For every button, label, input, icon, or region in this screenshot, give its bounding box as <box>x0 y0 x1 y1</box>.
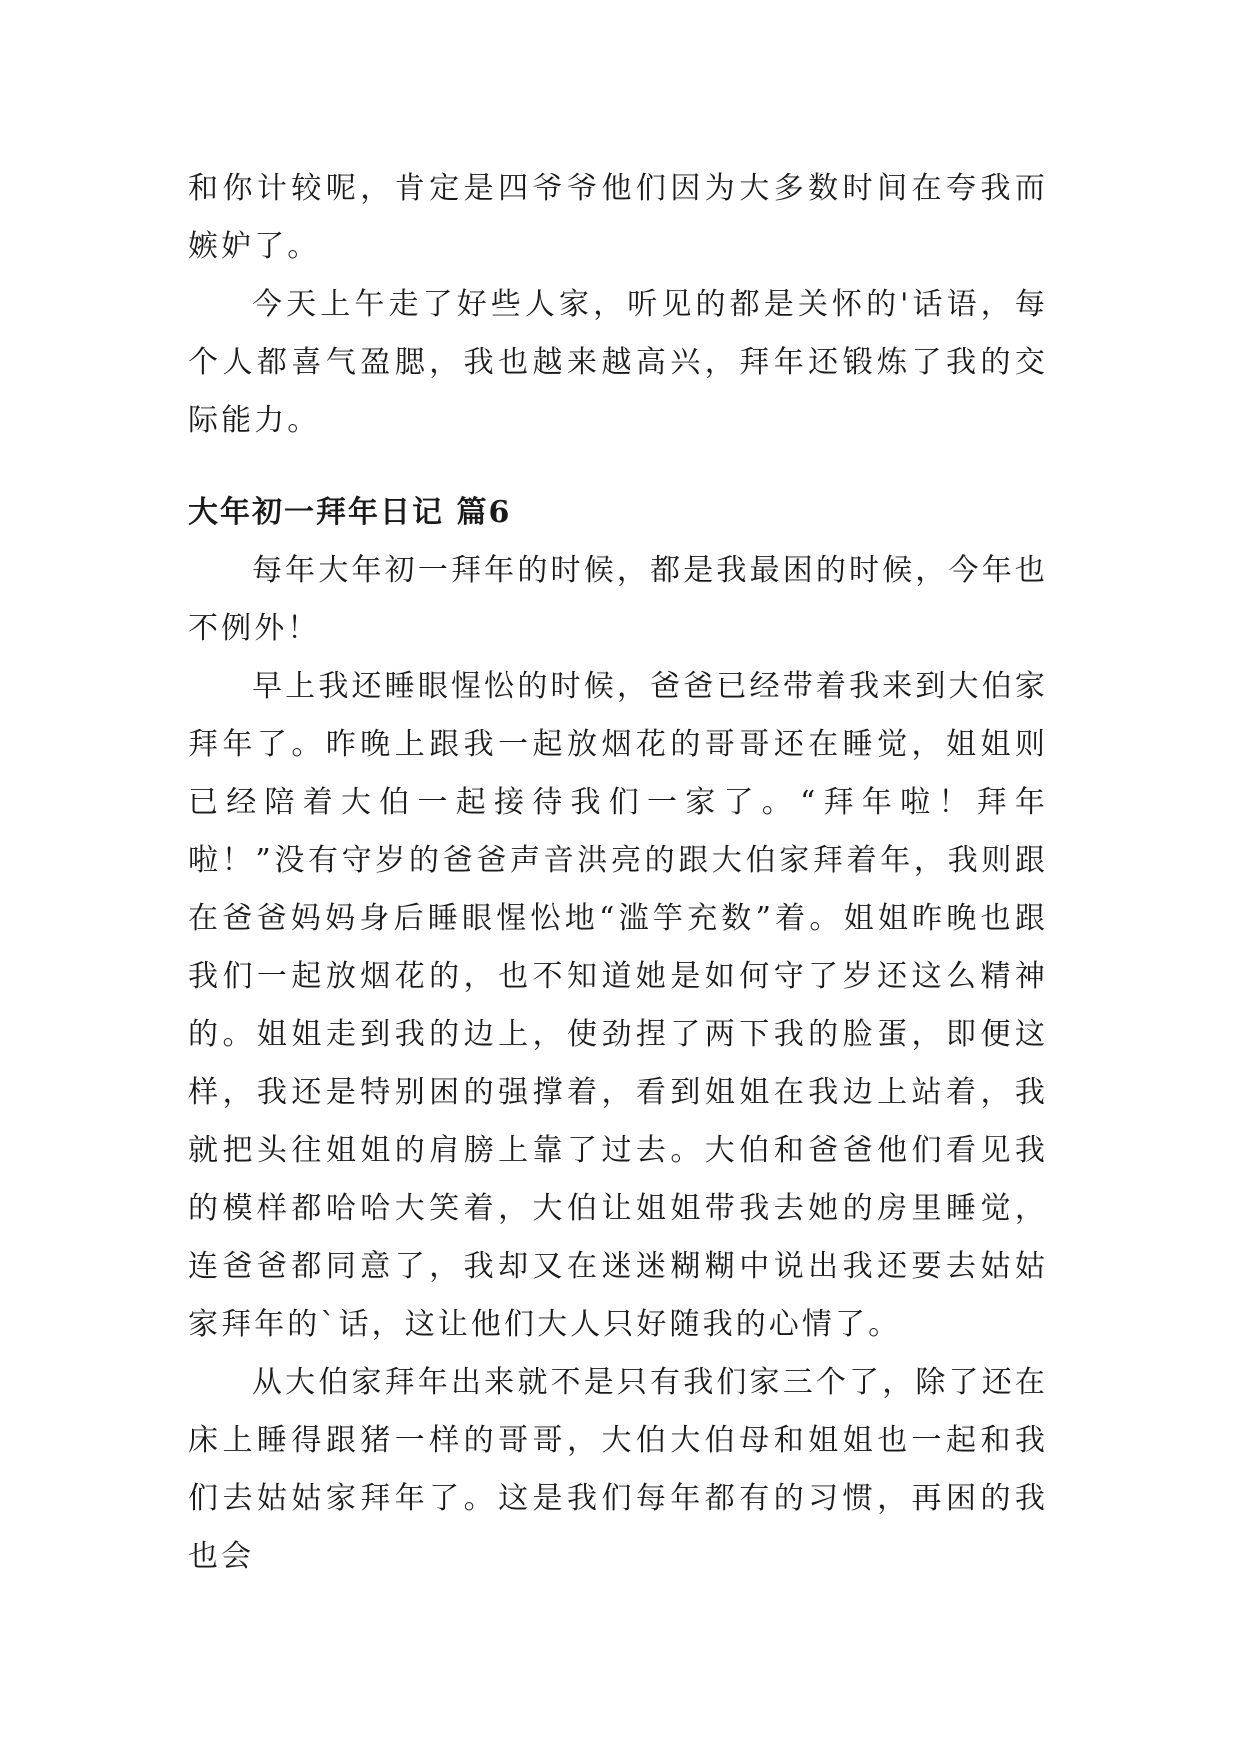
paragraph: 每年大年初一拜年的时候，都是我最困的时候，今年也不例外！ <box>188 553 1048 646</box>
paragraph-continued: 和你计较呢，肯定是四爷爷他们因为大多数时间在夸我而嫉妒了。 <box>188 171 1048 264</box>
paragraph: 今天上午走了好些人家，听见的都是关怀的'话语，每个人都喜气盈腮，我也越来越高兴，拜年还锻炼了我的交际能力。 <box>188 287 1048 438</box>
paragraph: 早上我还睡眼惺忪的时候，爸爸已经带着我来到大伯家拜年了。昨晚上跟我一起放烟花的哥哥还在睡觉，姐姐则已经陪着大伯一起接待我们一家了。“拜年啦！拜年啦！”没有守岁的爸爸声音洪亮的跟大伯家拜着年，我则跟在爸爸妈妈身后睡眼惺忪地“滥竽充数”着。姐姐昨晚也跟我们一起放烟花的，也不知道她是如何守了岁还这么精神的。姐姐走到我的边上，使劲捏了两下我的脸蛋，即便这样，我还是特别困的强撑着，看到姐姐在我边上站着，我就把头往姐姐的肩膀上靠了过去。大伯和爸爸他们看见我的模样都哈哈大笑着，大伯让姐姐带我去她的房里睡觉，连爸爸都同意了，我却又在迷迷糊糊中说出我还要去姑姑家拜年的`话，这让他们大人只好随我的心情了。 <box>188 669 1048 1342</box>
section-title: 大年初一拜年日记 篇6 <box>188 495 512 530</box>
document-page <box>188 160 1048 1586</box>
paragraph: 从大伯家拜年出来就不是只有我们家三个了，除了还在床上睡得跟猪一样的哥哥，大伯大伯母和姐姐也一起和我们去姑姑家拜年了。这是我们每年都有的习惯，再困的我也会 <box>188 1365 1048 1574</box>
section-spacer <box>188 450 1048 484</box>
